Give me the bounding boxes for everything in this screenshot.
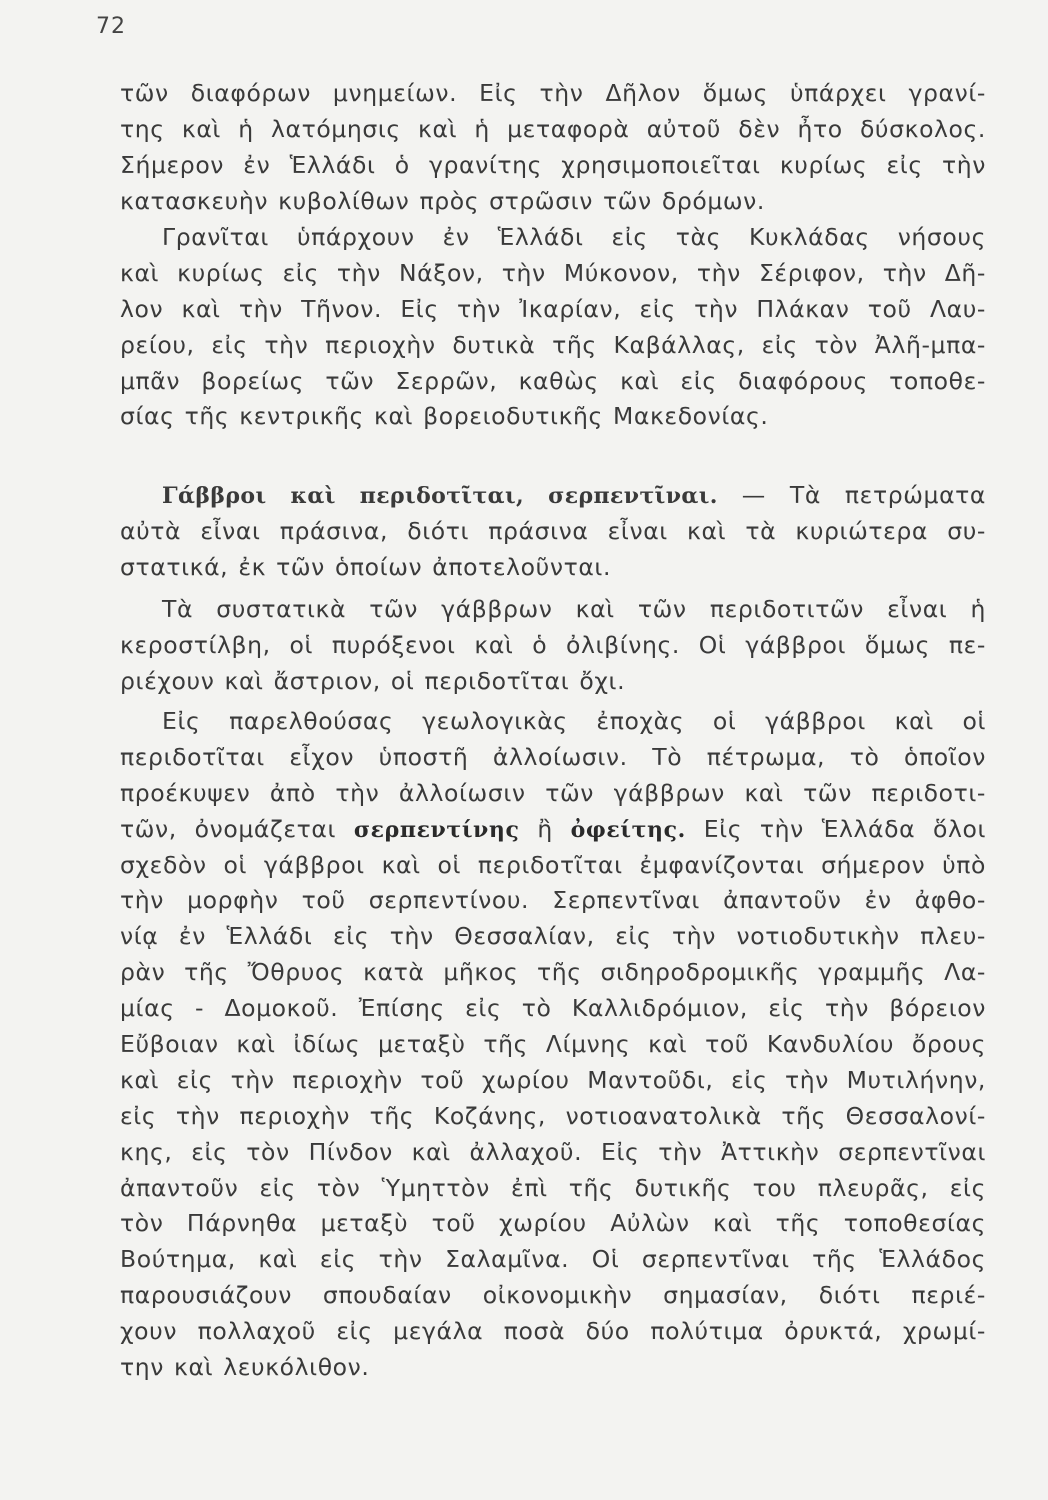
text-line xyxy=(120,812,986,848)
text-line: καὶ εἰς τὴν περιοχὴν τοῦ χωρίου Μαντοῦδι, εἰς τὴν Μυτιλήνην, xyxy=(120,1065,986,1094)
text-line: λον καὶ τὴν Τῆνον. Εἰς τὴν Ἰκαρίαν, εἰς τὴν Πλάκαν τοῦ Λαυ- xyxy=(120,294,986,323)
text-line: κης, εἰς τὸν Πίνδον καὶ ἀλλαχοῦ. Εἰς τὴν Ἀττικὴν σερπεντῖναι xyxy=(120,1137,986,1166)
paragraph-granite-locations xyxy=(120,220,986,435)
text-line: Τὰ συστατικὰ τῶν γάββρων καὶ τῶν περιδοτιτῶν εἶναι ἡ xyxy=(162,595,986,623)
text-line: ἀπαντοῦν εἰς τὸν Ὑμηττὸν ἐπὶ τῆς δυτικῆς του πλευρᾶς, εἰς xyxy=(120,1173,986,1202)
text-line: σχεδὸν οἱ γάββροι καὶ οἱ περιδοτῖται ἐμφανίζονται σήμερον ὑπὸ xyxy=(120,850,986,879)
text-line: προέκυψεν ἀπὸ τὴν ἀλλοίωσιν τῶν γάββρων καὶ τῶν περιδοτι- xyxy=(120,778,986,807)
paragraph-granite-use xyxy=(120,76,986,220)
text-segment: τῶν, ὀνομάζεται xyxy=(120,814,354,843)
text-line: καὶ κυρίως εἰς τὴν Νάξον, τὴν Μύκονον, τὴν Σέριφον, τὴν Δῆ- xyxy=(120,258,986,287)
text-line: Γρανῖται ὑπάρχουν ἐν Ἑλλάδι εἰς τὰς Κυκλάδας νήσους xyxy=(162,223,986,251)
section-heading: Γάββροι καὶ περιδοτῖται, σερπεντῖναι. xyxy=(162,483,718,509)
paragraph-serpentine xyxy=(120,704,986,1386)
text-line: κεροστίλβη, οἱ πυρόξενοι καὶ ὁ ὀλιβίνης. Οἱ γάββροι ὅμως πε- xyxy=(120,630,986,659)
text-line: μίας - Δομοκοῦ. Ἐπίσης εἰς τὸ Καλλιδρόμιον, εἰς τὴν βόρειον xyxy=(120,994,986,1023)
text-line xyxy=(120,478,986,514)
text-line: Σήμερον ἐν Ἑλλάδι ὁ γρανίτης χρησιμοποιεῖται κυρίως εἰς τὴν xyxy=(120,150,986,179)
text-line: τὸν Πάρνηθα μεταξὺ τοῦ χωρίου Αὐλὼν καὶ τῆς τοποθεσίας xyxy=(120,1209,986,1238)
text-line: ρὰν τῆς Ὄθρυος κατὰ μῆκος τῆς σιδηροδρομικῆς γραμμῆς Λα- xyxy=(120,958,986,987)
page-number: 72 xyxy=(96,14,126,39)
text-line: Εἰς παρελθούσας γεωλογικὰς ἐποχὰς οἱ γάββροι καὶ οἱ xyxy=(162,707,986,735)
text-line: τῶν διαφόρων μνημείων. Εἰς τὴν Δῆλον ὅμως ὑπάρχει γρανί- xyxy=(120,79,986,107)
heading-continuation: — Τὰ πετρώματα xyxy=(717,481,986,509)
term-ophite: ὀφείτης. xyxy=(570,816,686,843)
text-line: Βούτημα, καὶ εἰς τὴν Σαλαμῖνα. Οἱ σερπεντῖναι τῆς Ἑλλάδος xyxy=(120,1245,986,1274)
text-line: στατικά, ἐκ τῶν ὁποίων ἀποτελοῦνται. xyxy=(120,552,612,581)
text-line: περιδοτῖται εἶχον ὑποστῆ ἀλλοίωσιν. Τὸ πέτρωμα, τὸ ὁποῖον xyxy=(120,742,986,771)
text-line: της καὶ ἡ λατόμησις καὶ ἡ μεταφορὰ αὐτοῦ δὲν ἦτο δύσκολος. xyxy=(120,114,986,143)
text-line: μπᾶν βορείως τῶν Σερρῶν, καθὼς καὶ εἰς διαφόρους τοποθε- xyxy=(120,366,986,395)
text-line: ρείου, εἰς τὴν περιοχὴν δυτικὰ τῆς Καβάλλας, εἰς τὸν Ἀλῆ-μπα- xyxy=(120,330,986,359)
text-line: χουν πολλαχοῦ εἰς μεγάλα ποσὰ δύο πολύτιμα ὀρυκτά, χρωμί- xyxy=(120,1317,986,1346)
text-line: νίᾳ ἐν Ἑλλάδι εἰς τὴν Θεσσαλίαν, εἰς τὴν νοτιοδυτικὴν πλευ- xyxy=(120,922,986,951)
text-line: σίας τῆς κεντρικῆς καὶ βορειοδυτικῆς Μακεδονίας. xyxy=(120,402,769,431)
text-line: εἰς τὴν περιοχὴν τῆς Κοζάνης, νοτιοανατολικὰ τῆς Θεσσαλονί- xyxy=(120,1101,986,1130)
text-line: κατασκευὴν κυβολίθων πρὸς στρῶσιν τῶν δρόμων. xyxy=(120,186,765,215)
text-segment: Εἰς τὴν Ἑλλάδα ὅλοι xyxy=(685,814,986,843)
paragraph-gabbros-section xyxy=(120,478,986,586)
text-segment: ἢ xyxy=(519,814,571,843)
paragraph-constituents xyxy=(120,592,986,700)
text-line: την καὶ λευκόλιθον. xyxy=(120,1353,370,1382)
text-line: αὐτὰ εἶναι πράσινα, διότι πράσινα εἶναι καὶ τὰ κυριώτερα συ- xyxy=(120,516,986,545)
text-line: τὴν μορφὴν τοῦ σερπεντίνου. Σερπεντῖναι ἀπαντοῦν ἐν ἀφθο- xyxy=(120,886,986,915)
text-line: παρουσιάζουν σπουδαίαν οἰκονομικὴν σημασίαν, διότι περιέ- xyxy=(120,1281,986,1310)
term-serpentine: σερπεντίνης xyxy=(353,816,520,843)
text-line: Εὔβοιαν καὶ ἰδίως μεταξὺ τῆς Λίμνης καὶ τοῦ Κανδυλίου ὄρους xyxy=(120,1030,986,1059)
text-line: ριέχουν καὶ ἄστριον, οἱ περιδοτῖται ὄχι. xyxy=(120,666,626,695)
